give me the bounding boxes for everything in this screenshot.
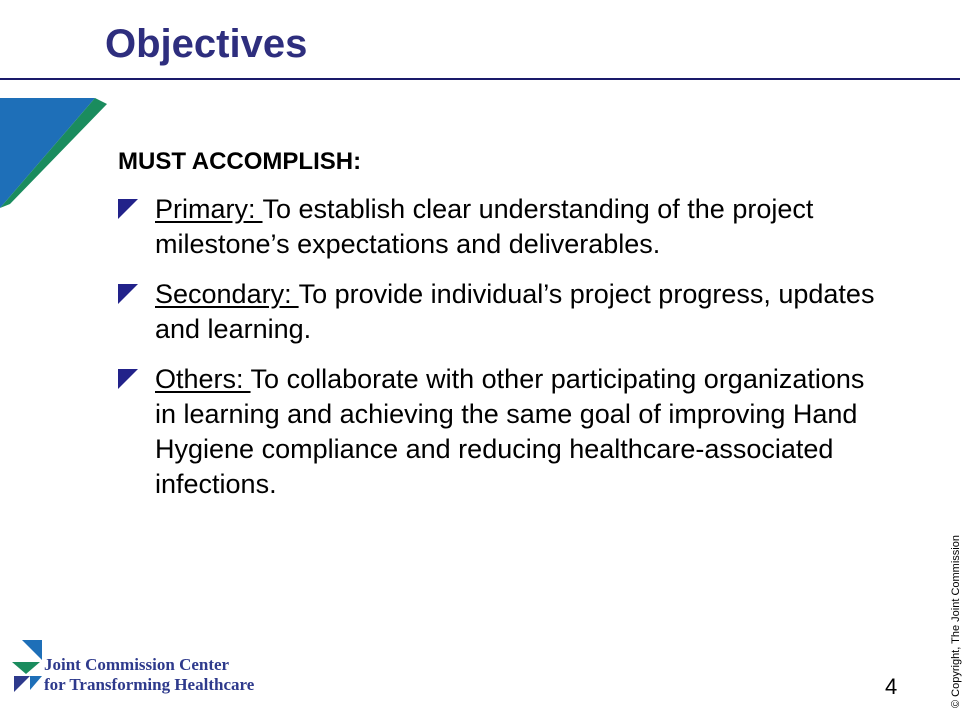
corner-decoration [0,98,110,208]
logo-line-1: Joint Commission Center [44,655,230,674]
bullet-triangle-icon [118,369,138,389]
objectives-list [118,192,878,517]
bullet-triangle-icon [118,199,138,219]
title-divider [0,78,960,80]
bullet-secondary [118,277,878,347]
bullet-others [118,362,878,502]
bullet-text: To establish clear understanding of the project milestone’s expectations and deliverables. [155,194,814,259]
bullet-primary [118,192,878,262]
bullet-text: To provide individual’s project progress, updates and learning. [155,279,875,344]
logo-mark-icon [12,640,46,696]
bullet-label: Others: [155,364,251,394]
page-number: 4 [885,674,898,699]
logo-line-2: for Transforming Healthcare [44,675,255,694]
bullet-label: Secondary: [155,279,299,309]
bullet-triangle-icon [118,284,138,304]
slide-title: Objectives [105,22,308,66]
section-heading: MUST ACCOMPLISH: [118,148,362,175]
bullet-text: To collaborate with other participating organizations in learning and achieving the same goal of improving Hand Hygiene compliance and reducing healthcare-associated infections. [155,364,865,499]
logo-text [44,655,254,695]
copyright-notice: © Copyright, The Joint Commission [950,535,962,708]
organization-logo [12,640,255,700]
bullet-label: Primary: [155,194,263,224]
